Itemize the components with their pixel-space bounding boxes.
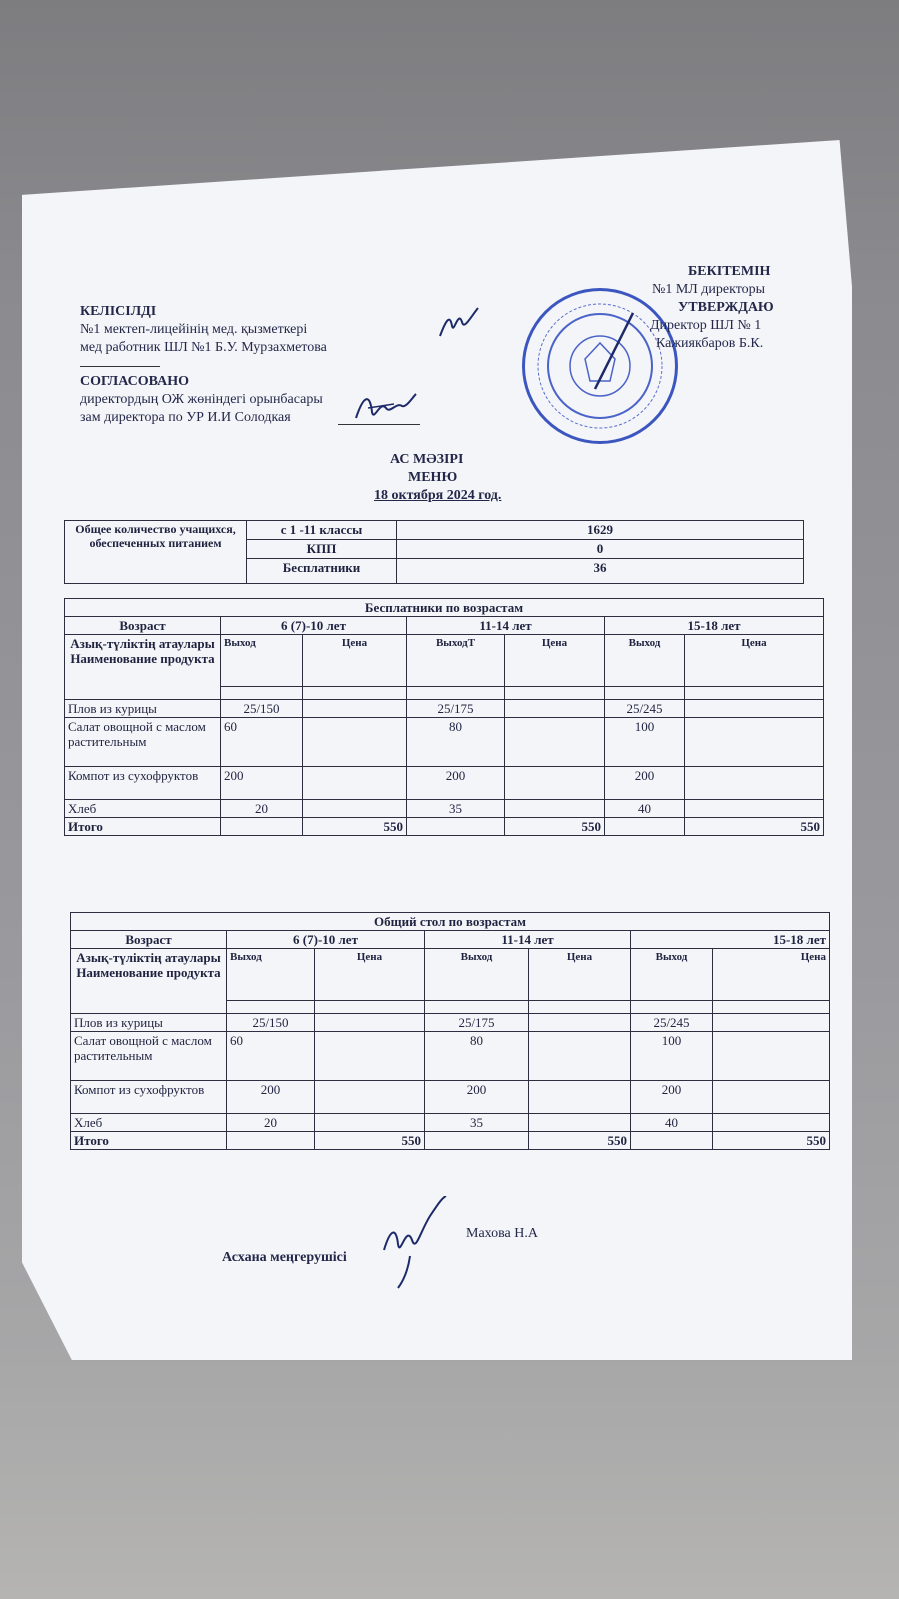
agreed-kz: КЕЛІСІЛДІ <box>80 304 157 319</box>
age-label: Возраст <box>71 931 227 949</box>
output-value: 25/245 <box>631 1014 713 1032</box>
column-header: Выход <box>227 949 315 1001</box>
age-group: 6 (7)-10 лет <box>227 931 425 949</box>
director-name: Кажиякбаров Б.К. <box>656 336 764 351</box>
output-value: 20 <box>227 1114 315 1132</box>
menu-date: 18 октября 2024 год. <box>374 488 502 503</box>
table-row <box>71 1014 830 1032</box>
underline <box>80 366 160 367</box>
output-value: 20 <box>221 800 303 818</box>
table-title: Общий стол по возрастам <box>71 913 830 931</box>
total-value: 550 <box>315 1132 425 1150</box>
column-header: ВыходТ <box>407 635 505 687</box>
column-header: Цена <box>315 949 425 1001</box>
summary-row-name: Бесплатники <box>247 559 397 584</box>
table-row <box>65 767 824 800</box>
total-value: 550 <box>529 1132 631 1150</box>
output-value: 25/150 <box>227 1014 315 1032</box>
table-row <box>71 1032 830 1081</box>
output-value: 80 <box>407 718 505 767</box>
product-name: Плов из курицы <box>65 700 221 718</box>
output-value: 200 <box>227 1081 315 1114</box>
agreed-ru: СОГЛАСОВАНО <box>80 374 189 389</box>
product-name: Хлеб <box>65 800 221 818</box>
total-value: 550 <box>505 818 605 836</box>
menu-title-ru: МЕНЮ <box>408 470 458 485</box>
output-value: 60 <box>227 1032 315 1081</box>
output-value: 25/245 <box>605 700 685 718</box>
summary-row-value: 0 <box>397 540 804 559</box>
menu-title-kz: АС МӘЗІРІ <box>390 452 464 467</box>
director-ru: Директор ШЛ № 1 <box>650 318 762 333</box>
nurse-line-kz: №1 мектеп-лицейінің мед. қызметкері <box>80 322 308 337</box>
table-row <box>65 800 824 818</box>
age-group: 6 (7)-10 лет <box>221 617 407 635</box>
total-label: Итого <box>71 1132 227 1150</box>
nurse-signature <box>436 300 480 344</box>
output-value: 40 <box>631 1114 713 1132</box>
official-seal <box>522 288 678 444</box>
column-header: Цена <box>685 635 824 687</box>
column-header: Цена <box>303 635 407 687</box>
product-name: Салат овощной с маслом растительным <box>65 718 221 767</box>
output-value: 80 <box>425 1032 529 1081</box>
total-row <box>71 1132 830 1150</box>
total-row <box>65 818 824 836</box>
product-header: Азық-түліктің атаулары Наименование продукта <box>71 949 227 1014</box>
table-row <box>71 1114 830 1132</box>
output-value: 100 <box>605 718 685 767</box>
product-name: Компот из сухофруктов <box>65 767 221 800</box>
output-value: 200 <box>605 767 685 800</box>
canteen-head-signature <box>380 1196 460 1296</box>
table-row <box>65 718 824 767</box>
nurse-line-ru: мед работник ШЛ №1 Б.У. Мурзахметова <box>80 340 327 355</box>
summary-row-value: 1629 <box>397 521 804 540</box>
column-header: Выход <box>631 949 713 1001</box>
summary-row-value: 36 <box>397 559 804 584</box>
age-group: 11-14 лет <box>425 931 631 949</box>
total-value: 550 <box>713 1132 830 1150</box>
deputy-ru: зам директора по УР И.И Солодкая <box>80 410 291 425</box>
output-value: 200 <box>425 1081 529 1114</box>
column-header: Выход <box>425 949 529 1001</box>
age-group: 15-18 лет <box>605 617 824 635</box>
summary-row-name: КПП <box>247 540 397 559</box>
total-value: 550 <box>303 818 407 836</box>
age-label: Возраст <box>65 617 221 635</box>
output-value: 200 <box>221 767 303 800</box>
product-header: Азық-түліктің атаулары Наименование продукта <box>65 635 221 700</box>
column-header: Выход <box>605 635 685 687</box>
total-value: 550 <box>685 818 824 836</box>
table-row <box>65 700 824 718</box>
age-group: 15-18 лет <box>631 931 830 949</box>
output-value: 25/175 <box>425 1014 529 1032</box>
column-header: Цена <box>529 949 631 1001</box>
product-name: Хлеб <box>71 1114 227 1132</box>
output-value: 60 <box>221 718 303 767</box>
product-name: Салат овощной с маслом растительным <box>71 1032 227 1081</box>
column-header: Цена <box>713 949 830 1001</box>
column-header: Цена <box>505 635 605 687</box>
age-group: 11-14 лет <box>407 617 605 635</box>
director-kz: №1 МЛ директоры <box>652 282 766 297</box>
summary-table <box>64 520 804 584</box>
free-meals-table <box>64 598 824 836</box>
general-table <box>70 912 830 1150</box>
output-value: 40 <box>605 800 685 818</box>
canteen-head-role: Асхана меңгерушісі <box>222 1250 347 1265</box>
output-value: 35 <box>425 1114 529 1132</box>
deputy-signature <box>350 388 420 426</box>
table-title: Бесплатники по возрастам <box>65 599 824 617</box>
deputy-kz: директордың ОЖ жөніндегі орынбасары <box>80 392 323 407</box>
output-value: 25/175 <box>407 700 505 718</box>
output-value: 25/150 <box>221 700 303 718</box>
approve-kz: БЕКІТЕМІН <box>688 264 771 279</box>
output-value: 35 <box>407 800 505 818</box>
summary-label: Общее количество учащихся, обеспеченных питанием <box>65 521 247 584</box>
column-header: Выход <box>221 635 303 687</box>
approve-ru: УТВЕРЖДАЮ <box>678 300 774 315</box>
summary-row-name: с 1 -11 классы <box>247 521 397 540</box>
product-name: Плов из курицы <box>71 1014 227 1032</box>
output-value: 200 <box>631 1081 713 1114</box>
canteen-head-name: Махова Н.А <box>466 1226 538 1241</box>
output-value: 100 <box>631 1032 713 1081</box>
product-name: Компот из сухофруктов <box>71 1081 227 1114</box>
table-row <box>71 1081 830 1114</box>
output-value: 200 <box>407 767 505 800</box>
total-label: Итого <box>65 818 221 836</box>
